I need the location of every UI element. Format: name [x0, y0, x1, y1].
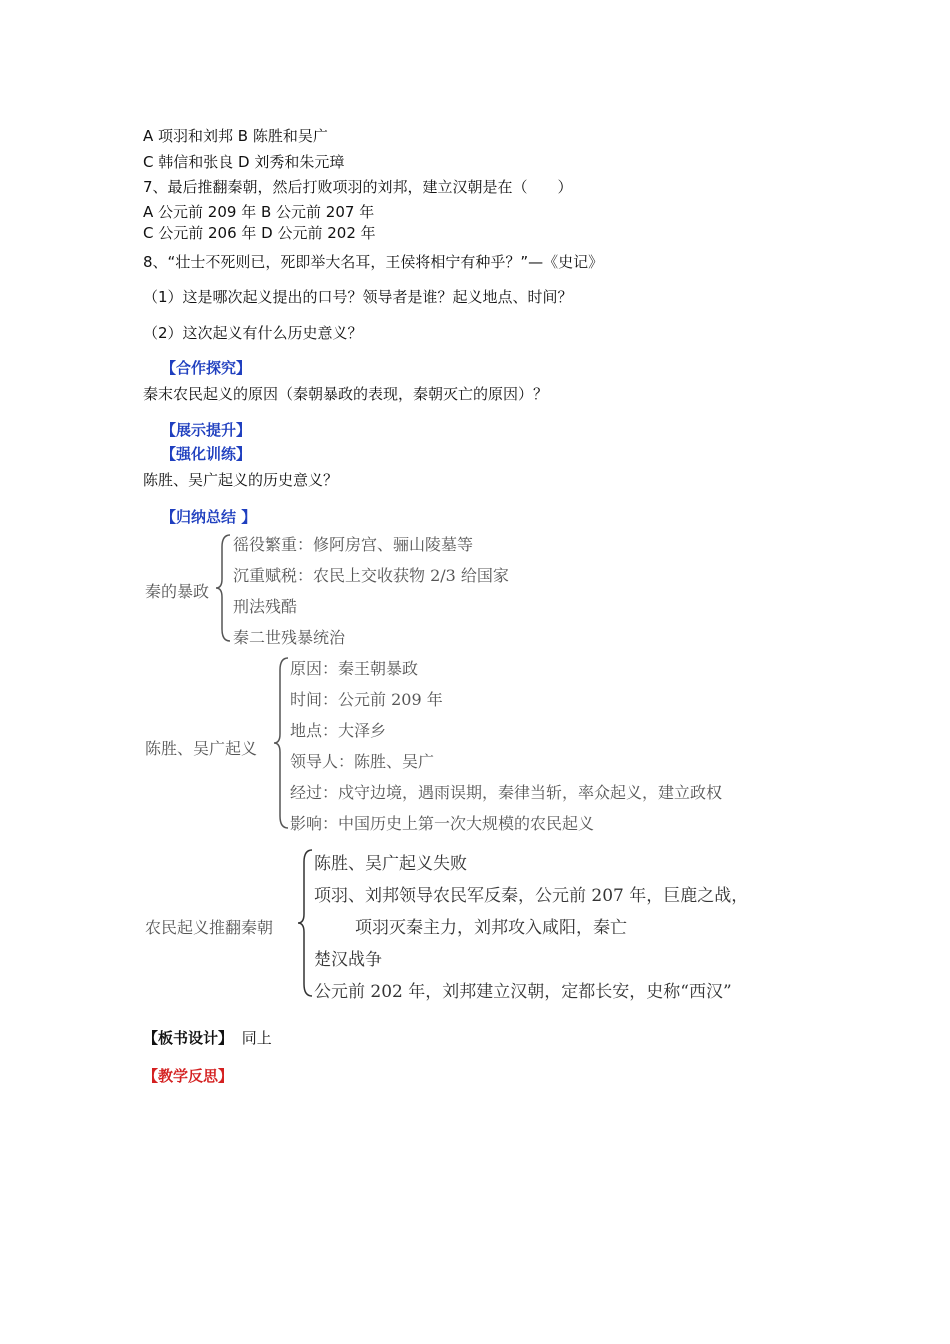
summary-group2-label: 陈胜、吴广起义	[145, 739, 258, 758]
summary-group3-label: 农民起义推翻秦朝	[145, 918, 274, 937]
display-heading: 【展示提升】	[161, 421, 252, 439]
cooperate-heading: 【合作探究】	[161, 359, 252, 377]
summary-group1-item: 沉重赋税：农民上交收获物 2/3 给国家	[233, 566, 509, 585]
board-text: 同上	[241, 1029, 272, 1047]
summary-group1-item: 秦二世残暴统治	[233, 628, 346, 647]
summary-group1-label: 秦的暴政	[145, 582, 210, 601]
q8-quote: 8、“壮士不死则已，死即举大名耳，王侯将相宁有种乎？”—《史记》	[143, 253, 604, 271]
brace-group1	[214, 533, 234, 643]
training-heading: 【强化训练】	[161, 445, 252, 463]
q7-question: 7、最后推翻秦朝，然后打败项羽的刘邦，建立汉朝是在（ ）	[143, 178, 573, 196]
q6-options-cd: C 韩信和张良 D 刘秀和朱元璋	[143, 153, 345, 171]
summary-group2-item: 影响：中国历史上第一次大规模的农民起义	[290, 814, 595, 833]
summary-group3-item: 项羽、刘邦领导农民军反秦，公元前 207 年，巨鹿之战，	[314, 886, 749, 906]
brace-group2	[272, 656, 292, 830]
training-text: 陈胜、吴广起义的历史意义？	[143, 471, 339, 489]
summary-group2-item: 时间：公元前 209 年	[290, 690, 443, 709]
q8-sub1: （1）这是哪次起义提出的口号？领导者是谁？起义地点、时间？	[143, 288, 573, 306]
summary-group3-item: 公元前 202 年，刘邦建立汉朝，定都长安，史称“西汉”	[314, 982, 732, 1002]
summary-group2-item: 领导人：陈胜、吴广	[290, 752, 435, 771]
summary-heading: 【归纳总结 】	[161, 508, 257, 526]
summary-group2-item: 经过：戍守边境，遇雨误期，秦律当斩，率众起义，建立政权	[290, 783, 723, 802]
board-line	[143, 1028, 272, 1048]
q7-options-cd: C 公元前 206 年 D 公元前 202 年	[143, 224, 376, 242]
summary-group3-item: 楚汉战争	[314, 950, 382, 970]
summary-group3-item: 陈胜、吴广起义失败	[314, 854, 467, 874]
summary-group1-item: 徭役繁重：修阿房宫、骊山陵墓等	[233, 535, 474, 554]
board-heading: 【板书设计】	[143, 1029, 234, 1047]
q7-options-ab: A 公元前 209 年 B 公元前 207 年	[143, 203, 375, 221]
q6-options-ab: A 项羽和刘邦 B 陈胜和吴广	[143, 127, 328, 145]
summary-group3-item: 项羽灭秦主力，刘邦攻入咸阳，秦亡	[355, 918, 627, 938]
q8-sub2: （2）这次起义有什么历史意义？	[143, 324, 363, 342]
reflection-heading: 【教学反思】	[143, 1067, 234, 1085]
summary-group1-item: 刑法残酷	[233, 597, 298, 616]
summary-group2-item: 地点：大泽乡	[290, 721, 387, 740]
brace-group3	[296, 848, 316, 998]
cooperate-text: 秦末农民起义的原因（秦朝暴政的表现，秦朝灭亡的原因）？	[143, 385, 549, 403]
summary-group2-item: 原因：秦王朝暴政	[290, 659, 419, 678]
